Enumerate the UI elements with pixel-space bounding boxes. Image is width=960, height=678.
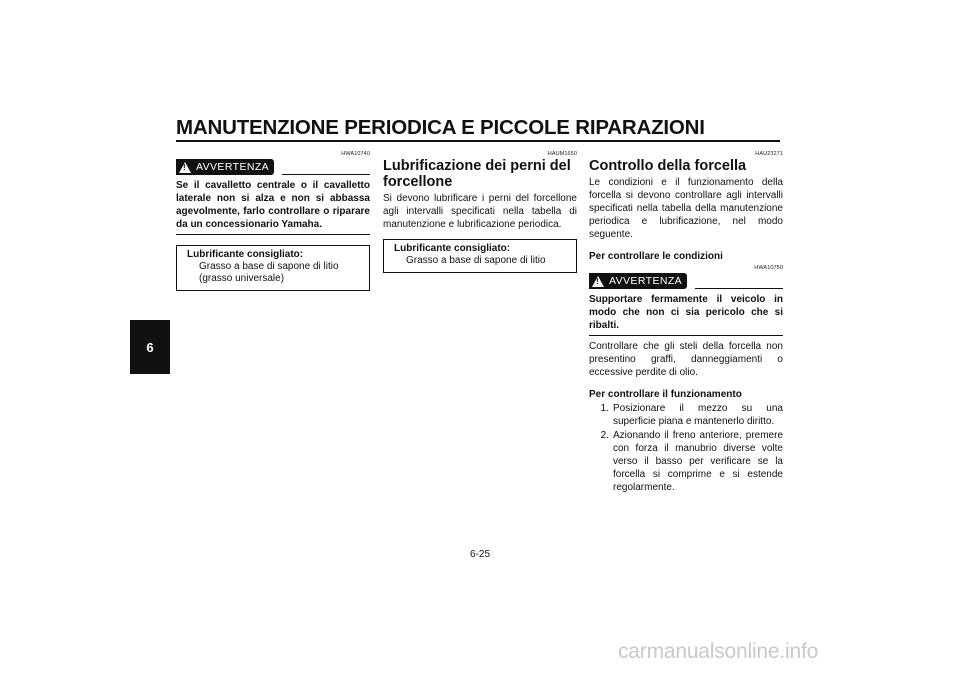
spec-box: [383, 239, 577, 273]
section-heading: Controllo della forcella: [589, 158, 747, 174]
list-item: [589, 402, 783, 428]
warning-badge: [589, 273, 687, 289]
warning-rule: [695, 288, 783, 290]
section-code: HAUM1650: [547, 151, 577, 157]
warning-triangle-icon: [179, 162, 191, 173]
section-code: HAU23271: [755, 151, 783, 157]
warning-header: [589, 273, 783, 289]
title-rule: [176, 140, 780, 142]
section-heading: Lubrificazione dei perni del forcellone: [383, 158, 571, 190]
subheading-conditions: Per controllare le condizioni: [589, 251, 723, 262]
spec-value: Grasso a base di sapone di litio: [406, 255, 546, 266]
section-intro: Le condizioni e il funzionamento della forcella si devono controllare agli intervalli specificati nella tabella della manutenzione periodica e lubrificazione, nel modo seguente.: [589, 177, 783, 240]
watermark: carmanualsonline.info: [618, 640, 819, 663]
warning-header: [176, 159, 370, 175]
column-middle: [383, 150, 577, 273]
spec-title: Lubrificante consigliato:: [394, 243, 511, 254]
step-text: Posizionare il mezzo su una superficie piana e mantenerlo diritto.: [613, 403, 783, 427]
column-right: [589, 150, 783, 495]
warning-rule: [282, 174, 370, 176]
steps-list: [589, 402, 783, 494]
step-number: 1.: [600, 403, 609, 414]
warning-label: AVVERTENZA: [609, 275, 683, 287]
list-item: [589, 429, 783, 494]
column-left: [176, 150, 370, 291]
step-text: Azionando il freno anteriore, premere con forza il manubrio diverse volte verso il basso per verificare se la forcella si comprime e si estende regolarmente.: [613, 430, 783, 493]
section-body: Si devono lubrificare i perni del forcellone agli intervalli specificati nella tabella di manutenzione e lubrificazione periodica.: [383, 193, 577, 230]
warning-text: Supportare fermamente il veicolo in modo che non ci sia pericolo che si ribalti.: [589, 293, 783, 336]
page-number: 6-25: [469, 549, 490, 560]
spec-box: [176, 245, 370, 291]
warning-label: AVVERTENZA: [196, 161, 270, 173]
warning-badge: [176, 159, 274, 175]
page-title: MANUTENZIONE PERIODICA E PICCOLE RIPARAZIONI: [176, 116, 705, 139]
chapter-tab: 6: [130, 320, 170, 374]
condition-text: Controllare che gli steli della forcella non presentino graffi, danneggiamenti o eccessive perdite di olio.: [589, 341, 783, 378]
warning-text: Se il cavalletto centrale o il cavalletto laterale non si alza e non si abbassa agevolmente, farlo controllare o riparare da un concessionario Yamaha.: [176, 179, 370, 235]
warning-triangle-icon: [592, 276, 604, 287]
spec-value: Grasso a base di sapone di litio (grasso universale): [199, 261, 339, 284]
warning-code: HWA10750: [754, 265, 783, 271]
section-code: HWA10740: [341, 151, 370, 157]
subheading-function: Per controllare il funzionamento: [589, 389, 742, 400]
spec-title: Lubrificante consigliato:: [187, 249, 304, 260]
step-number: 2.: [600, 430, 609, 441]
